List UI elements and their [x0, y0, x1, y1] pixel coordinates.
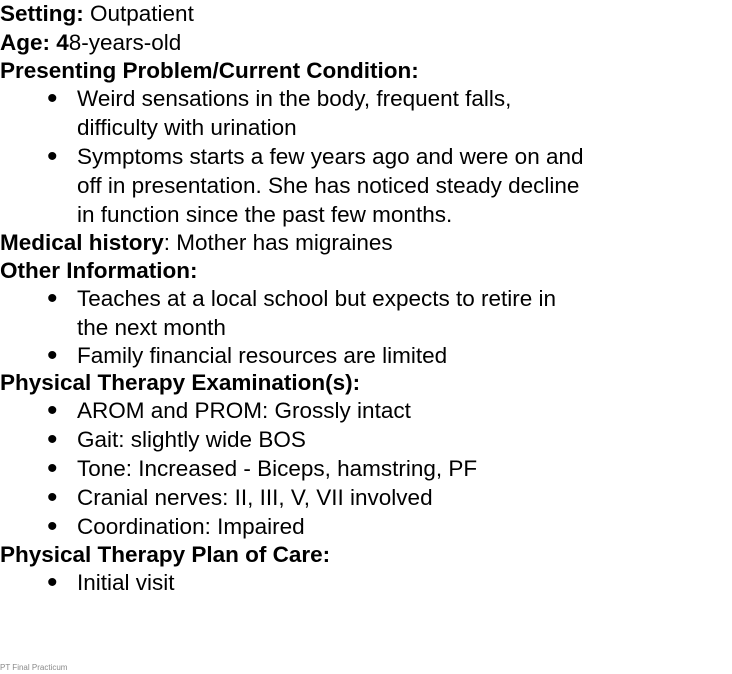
- medical-history-label: Medical history: [0, 230, 164, 255]
- plan-bullet-1: Initial visit: [77, 570, 175, 595]
- presenting-bullet-1-line-2: difficulty with urination: [77, 115, 297, 140]
- other-info-bullet-2-line-1: Family financial resources are limited: [77, 343, 448, 368]
- bullet-icon: •: [47, 394, 58, 427]
- exam-bullet-5: Coordination: Impaired: [77, 514, 305, 539]
- setting-label: Setting:: [0, 1, 84, 26]
- presenting-bullet-2-line-2: off in presentation. She has noticed steady decline: [77, 173, 580, 198]
- presenting-bullet-1-line-1: Weird sensations in the body, frequent falls,: [77, 86, 512, 111]
- age-label: Age: 4: [0, 30, 69, 55]
- setting-row: [0, 0, 194, 27]
- presenting-heading: Presenting Problem/Current Condition:: [0, 58, 419, 83]
- other-info-bullet-1-line-1: Teaches at a local school but expects to retire in: [77, 286, 557, 311]
- bullet-icon: •: [47, 423, 58, 456]
- presenting-bullet-2-line-1: Symptoms starts a few years ago and were on and: [77, 144, 584, 169]
- bullet-icon: •: [47, 82, 58, 115]
- medical-history-value: : Mother has migraines: [163, 230, 393, 255]
- bullet-icon: •: [47, 452, 58, 485]
- footer-text: PT Final Practicum: [0, 663, 68, 672]
- setting-value: Outpatient: [83, 1, 194, 26]
- bullet-icon: •: [47, 566, 58, 599]
- exam-bullet-4: Cranial nerves: II, III, V, VII involved: [77, 485, 433, 510]
- bullet-icon: •: [47, 510, 58, 543]
- medical-history-row: [0, 229, 393, 256]
- bullet-icon: •: [47, 282, 58, 315]
- age-value: 8-years-old: [68, 30, 182, 55]
- exam-heading: Physical Therapy Examination(s):: [0, 370, 361, 395]
- exam-bullet-2: Gait: slightly wide BOS: [77, 427, 306, 452]
- other-info-bullet-1-line-2: the next month: [77, 315, 226, 340]
- presenting-bullet-2-line-3: in function since the past few months.: [77, 202, 453, 227]
- bullet-icon: •: [47, 140, 58, 173]
- plan-heading: Physical Therapy Plan of Care:: [0, 542, 331, 567]
- age-row: [0, 29, 181, 56]
- bullet-icon: •: [47, 339, 58, 372]
- bullet-icon: •: [47, 481, 58, 514]
- exam-bullet-1: AROM and PROM: Grossly intact: [77, 398, 411, 423]
- exam-bullet-3: Tone: Increased - Biceps, hamstring, PF: [77, 456, 478, 481]
- other-info-heading: Other Information:: [0, 258, 198, 283]
